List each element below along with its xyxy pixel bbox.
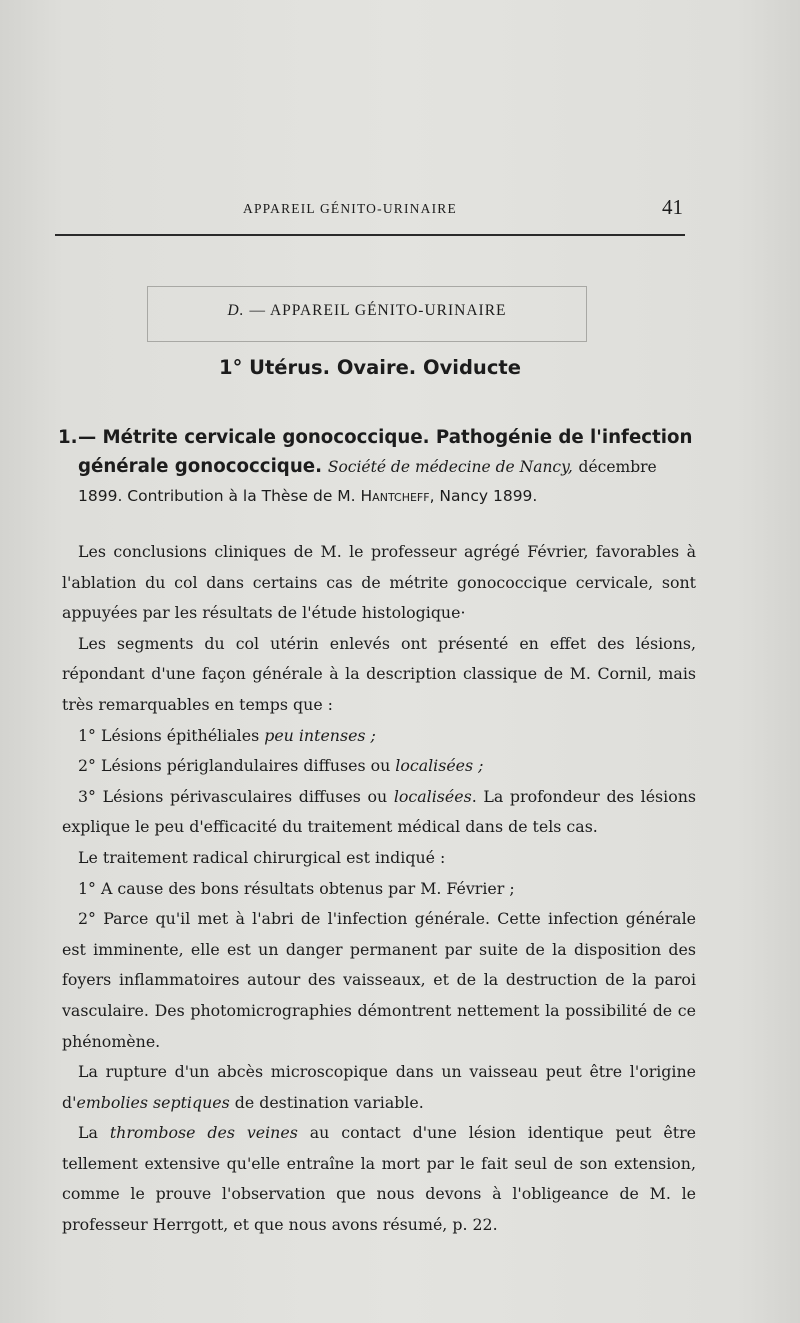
entry-date: décembre [578,458,657,476]
list-item-2-emphasis: localisées ; [395,756,484,776]
list-item-1-emphasis: peu intenses ; [264,725,376,745]
entry-contribution: 1899. Contribution à la Thèse de M. [78,487,361,505]
list-item-2-text: 2° Lésions périglandulaires diffuses ou [78,756,396,776]
list-item-5: 2° Parce qu'il met à l'abri de l'infection générale. Cette infection générale est imminente, elle est un danger permanent par suite de la disposition des foyers inflammatoires autour des vaisseaux, et de la destruction de la paroi vasculaire. Des photomicrographies démontrent nettement la possibilité de ce phénomène. [62,909,696,1051]
subsection-title: 1° Utérus. Ovaire. Oviducte [219,356,521,379]
section-name: — APPAREIL GÉNITO-URINAIRE [244,302,507,319]
paragraph-4-text: La rupture d'un abcès microscopique dans un vaisseau peut être l'origine d' [62,1062,696,1112]
entry-line-2 [58,452,698,482]
running-head-title: APPAREIL GÉNITO-URINAIRE [243,201,457,216]
entry-place: , Nancy 1899. [429,487,538,505]
paragraph-4 [62,1057,696,1118]
entry-line-1 [58,423,698,452]
paragraph-1: Les conclusions cliniques de M. le professeur agrégé Février, favorables à l'ablation du col dans certains cas de métrite gonococcique cervicale, sont appuyées par les résultats de l'étude histologique· [62,542,696,623]
paragraph-5-rest: au contact d'une lésion identique peut être tellement extensive qu'elle entraîne la mort par le fait seul de son extension, comme le prouve l'observation que nous devons à l'obligeance de M. le professeur Herrgott, et que nous avons résumé, p. 22. [62,1123,696,1235]
list-item-3-emphasis: localisées [393,786,472,806]
section-title [147,302,587,320]
paragraph-5 [62,1118,696,1240]
body-text [62,537,696,1241]
paragraph-2: Les segments du col utérin enlevés ont présenté en effet des lésions, répondant d'une façon générale à la description classique de M. Cornil, mais très remarquables en temps que : [62,633,696,714]
list-item-1-text: 1° Lésions épithéliales [78,725,265,745]
paragraph-5-text: La [78,1123,110,1143]
list-item-1 [62,721,696,752]
header-rule [55,234,685,236]
paragraph-4-rest: de destination variable. [229,1092,424,1112]
bibliography-entry [58,423,698,511]
list-item-4: 1° A cause des bons résultats obtenus par M. Février ; [78,878,515,898]
entry-number: 1. [58,427,78,448]
page-number: 41 [662,195,683,219]
list-item-3-text: 3° Lésions périvasculaires diffuses ou [78,786,394,806]
list-item-2 [62,751,696,782]
entry-title-a: — Métrite cervicale gonococcique. Pathogénie de l'infection [78,427,693,448]
paragraph-3: Le traitement radical chirurgical est indiqué : [78,847,446,867]
section-letter: D. [227,302,245,319]
entry-society: Société de médecine de Nancy, [327,458,573,476]
entry-title-b: générale gonococcique. [78,456,323,477]
running-head [55,195,683,225]
entry-author: Hantcheff [360,487,430,505]
paragraph-4-emphasis: embolies septiques [76,1092,230,1112]
entry-line-3 [58,482,698,511]
paragraph-5-emphasis: thrombose des veines [109,1123,298,1143]
list-item-3 [62,782,696,843]
list-item-3-rest: . La profondeur des lésions explique le peu d'efficacité du traitement médical dans de tels cas. [62,786,697,837]
